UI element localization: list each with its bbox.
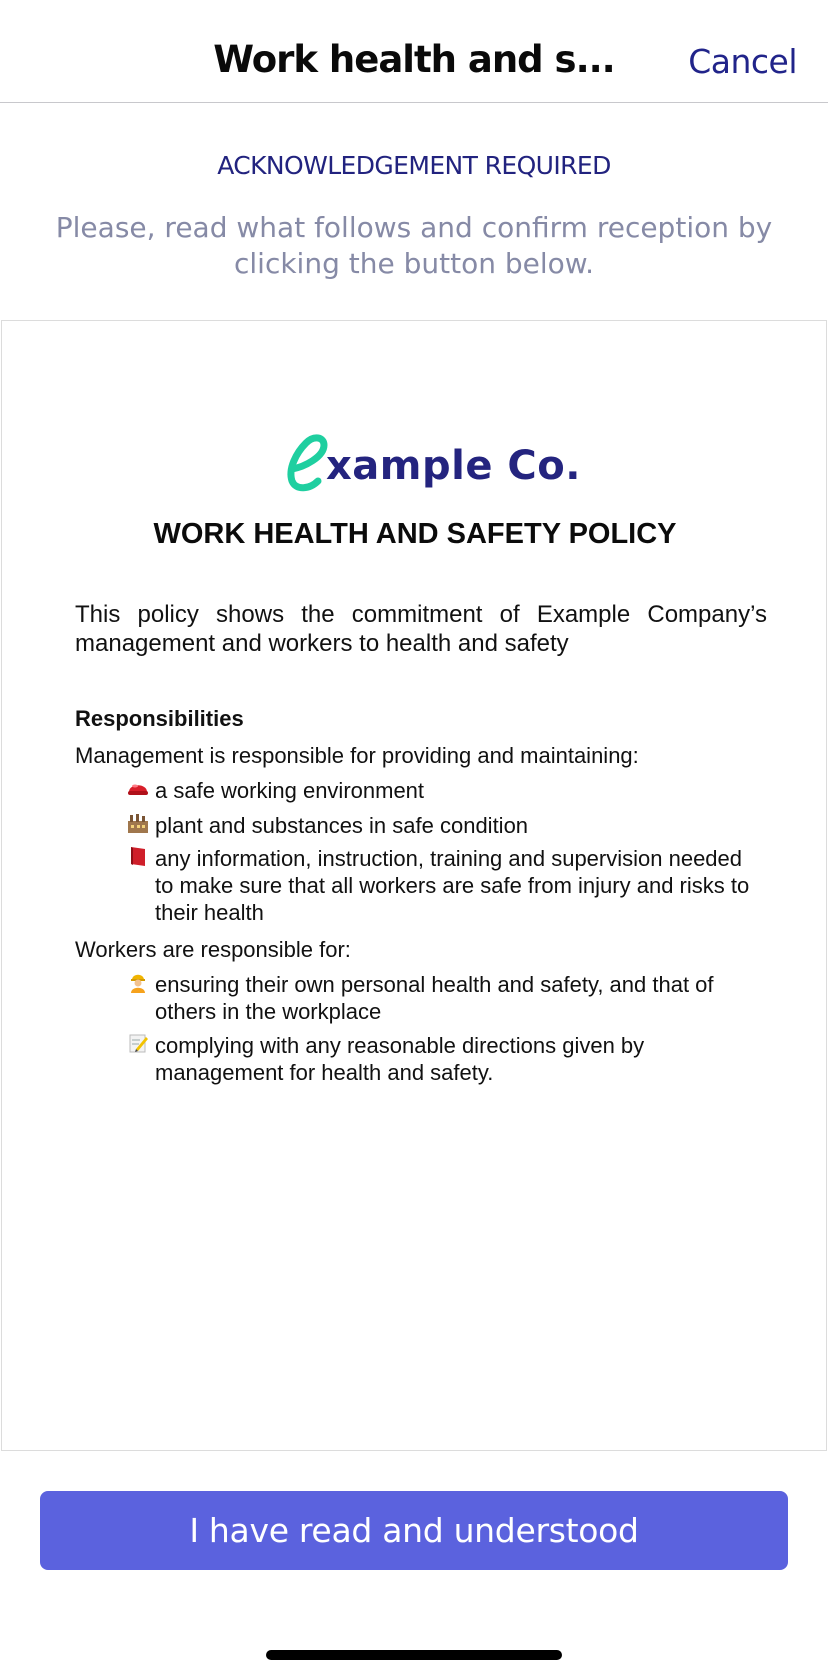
hard-hat-icon: [127, 777, 149, 799]
document-title: WORK HEALTH AND SAFETY POLICY: [153, 518, 677, 550]
logo-text: xample Co.: [326, 443, 581, 489]
factory-icon: [127, 812, 149, 834]
document-intro: This policy shows the commitment of Example Company’s management and workers to health and safety: [75, 601, 767, 657]
responsibilities-heading: Responsibilities: [75, 706, 244, 731]
nav-bar: [0, 0, 828, 103]
acknowledgement-label: ACKNOWLEDGEMENT REQUIRED: [217, 151, 611, 180]
memo-icon: [127, 1032, 149, 1054]
construction-worker-icon: [127, 971, 149, 993]
confirm-read-button[interactable]: I have read and understood: [40, 1491, 788, 1570]
workers-intro: Workers are responsible for:: [75, 937, 351, 962]
book-icon: [127, 845, 149, 867]
logo-e-icon: [284, 429, 332, 493]
home-indicator: [266, 1650, 562, 1660]
page-title: Work health and s...: [213, 38, 615, 81]
management-intro: Management is responsible for providing and maintaining:: [75, 743, 639, 768]
cancel-button[interactable]: Cancel: [688, 42, 797, 81]
company-logo: [284, 429, 584, 499]
acknowledgement-description: Please, read what follows and confirm reception by clicking the button below.: [55, 211, 773, 280]
policy-document[interactable]: xample Co. WORK HEALTH AND SAFETY POLICY This policy shows the commitment of Example Company’s management and workers to health and safety Responsibilities Management is responsible for providing and maintaining: a safe working environment plant and substances in safe condition any information, instruction, training and supervision needed to make sure that all workers are safe from injury and risks to their health Workers are responsible for: ensuring their own personal health and safety, and that of others in the workplace complying with any reasonable directions given by management for health and safety.: [1, 320, 827, 1451]
